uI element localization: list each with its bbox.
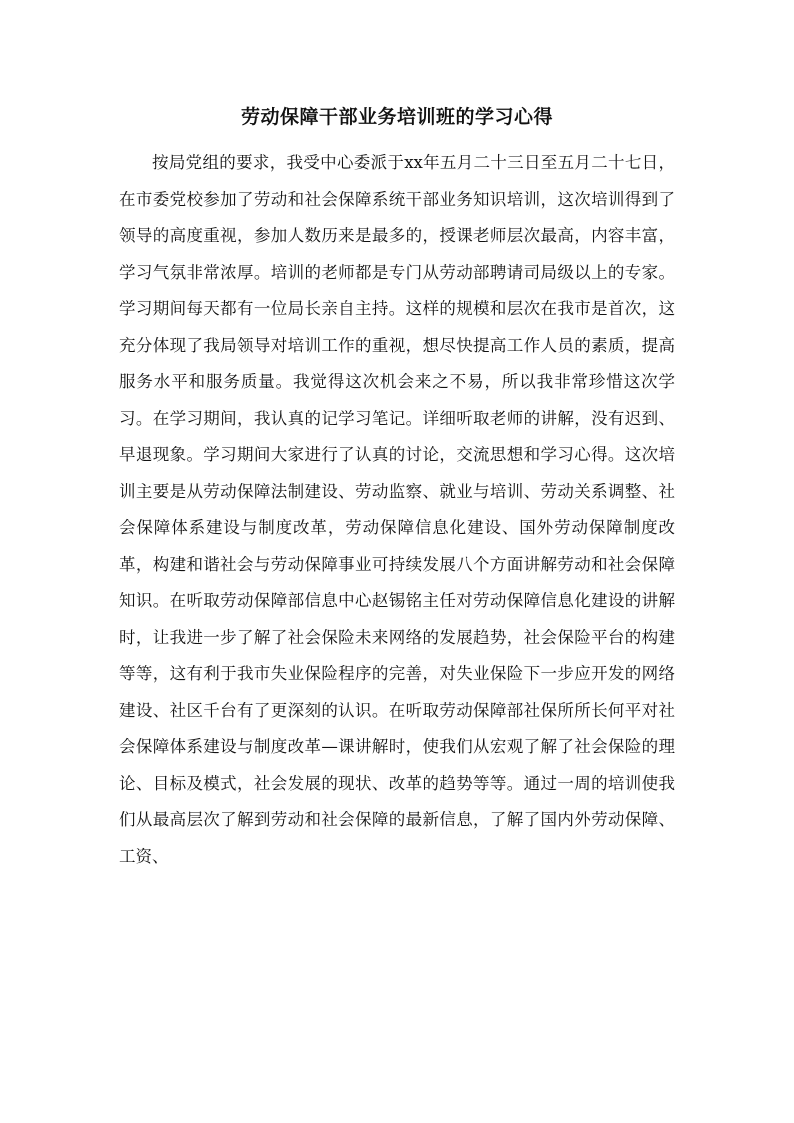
document-title: 劳动保障干部业务培训班的学习心得	[240, 106, 553, 128]
body-paragraph: 按局党组的要求，我受中心委派于xx年五月二十三日至五月二十七日，在市委党校参加了劳动和社会保障系统干部业务知识培训，这次培训得到了领导的高度重视，参加人数历来是最多的，授课老师层次最高，内容丰富，学习气氛非常浓厚。培训的老师都是专门从劳动部聘请司局级以上的专家。学习期间每天都有一位局长亲自主持。这样的规模和层次在我市是首次，这充分体现了我局领导对培训工作的重视，想尽快提高工作人员的素质，提高服务水平和服务质量。我觉得这次机会来之不易，所以我非常珍惜这次学习。在学习期间，我认真的记学习笔记。详细听取老师的讲解，没有迟到、早退现象。学习期间大家进行了认真的讨论，交流思想和学习心得。这次培训主要是从劳动保障法制建设、劳动监察、就业与培训、劳动关系调整、社会保障体系建设与制度改革，劳动保障信息化建设、国外劳动保障制度改革，构建和谐社会与劳动保障事业可持续发展八个方面讲解劳动和社会保障知识。在听取劳动保障部信息中心赵锡铭主任对劳动保障信息化建设的讲解时，让我进一步了解了社会保险未来网络的发展趋势，社会保险平台的构建等等，这有利于我市失业保险程序的完善，对失业保险下一步应开发的网络建设、社区千台有了更深刻的认识。在听取劳动保障部社保所所长何平对社会保障体系建设与制度改革—课讲解时，使我们从宏观了解了社会保险的理论、目标及模式，社会发展的现状、改革的趋势等等。通过一周的培训使我们从最高层次了解到劳动和社会保障的最新信息，了解了国内外劳动保障、工资、	[119, 153, 675, 866]
